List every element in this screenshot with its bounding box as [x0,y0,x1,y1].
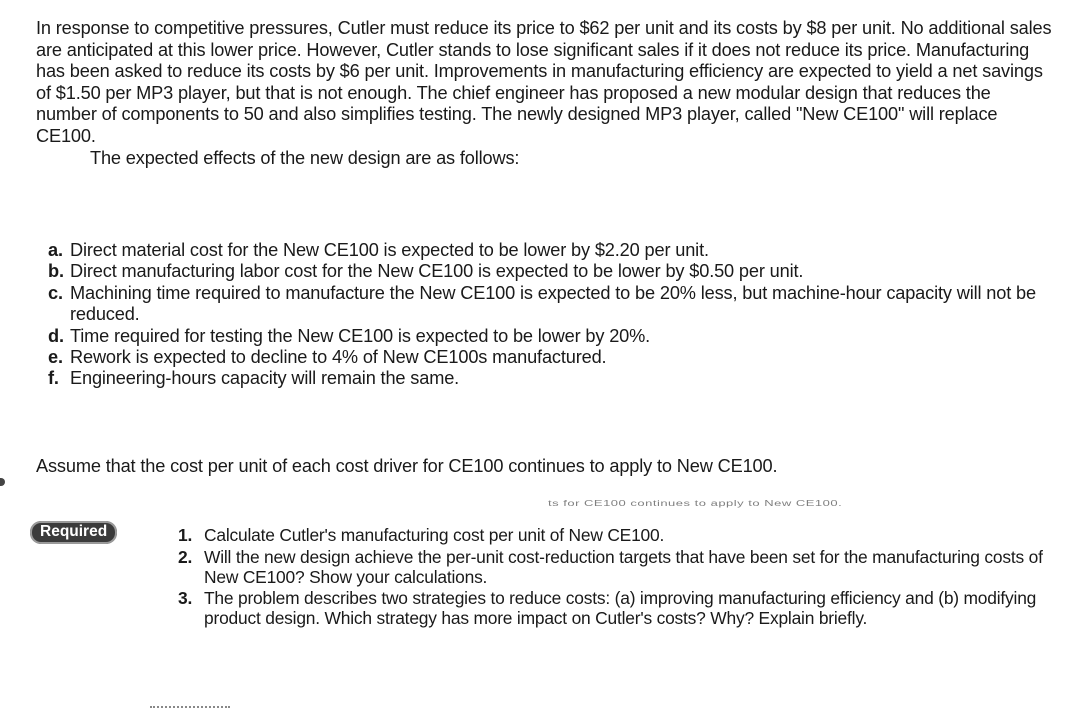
item-letter: f. [48,368,59,389]
question-item [178,526,1048,546]
item-text: Direct manufacturing labor cost for the New CE100 is expected to be lower by $0.50 per unit. [70,261,804,282]
effects-list [48,240,1058,390]
item-letter: e. [48,347,63,368]
question-text: The problem describes two strategies to reduce costs: (a) improving manufacturing efficiency and (b) modifying product design. Which strategy has more impact on Cutler's costs? Why? Explain briefly. [204,588,1037,629]
item-text: Time required for testing the New CE100 is expected to be lower by 20%. [70,325,651,346]
problem-intro [36,18,1056,169]
question-item [178,589,1048,629]
question-item [178,548,1048,588]
bleed-through-text: ts for CE100 continues to apply to New CE100. [548,499,843,508]
list-item [48,283,1058,326]
assumption-text: Assume that the cost per unit of each cost driver for CE100 continues to apply to New CE100. [36,456,778,476]
item-text: Engineering-hours capacity will remain the same. [70,368,460,389]
effects-heading: The expected effects of the new design are as follows: [90,147,520,168]
question-text: Calculate Cutler's manufacturing cost per unit of New CE100. [204,525,665,545]
question-number: 1. [178,525,193,545]
item-text: Machining time required to manufacture the New CE100 is expected to be 20% less, but machine-hour capacity will not be reduced. [70,282,1036,325]
list-item [48,347,1058,368]
item-text: Direct material cost for the New CE100 is expected to be lower by $2.20 per unit. [70,240,709,260]
bottom-bleed-mark [150,706,230,712]
item-letter: d. [48,325,64,346]
question-number: 3. [178,588,193,609]
scan-edge-mark [0,478,5,486]
required-questions [178,526,1048,631]
intro-paragraph: In response to competitive pressures, Cutler must reduce its price to $62 per unit and its costs by $8 per unit. No additional sales are anticipated at this lower price. However, Cutler stands to lose significant sales if it does not reduce its price. Manufacturing has been asked to reduce its costs by $6 per unit. Improvements in manufacturing efficiency are expected to yield a net savings of $1.50 per MP3 player, but that is not enough. The chief engineer has proposed a new modular design that reduces the number of components to 50 and also simplifies testing. The newly designed MP3 player, called "New CE100" will replace CE100. [36,18,1052,146]
list-item [48,326,1058,347]
question-text: Will the new design achieve the per-unit cost-reduction targets that have been set for the manufacturing costs of New CE100? Show your calculations. [204,546,1043,587]
question-number: 2. [178,546,193,567]
required-badge: Required [30,521,117,544]
list-item [48,240,1058,261]
list-item [48,261,1058,282]
item-letter: b. [48,261,64,282]
item-letter: a. [48,240,63,260]
item-letter: c. [48,282,63,303]
list-item [48,368,1058,389]
item-text: Rework is expected to decline to 4% of New CE100s manufactured. [70,347,607,368]
